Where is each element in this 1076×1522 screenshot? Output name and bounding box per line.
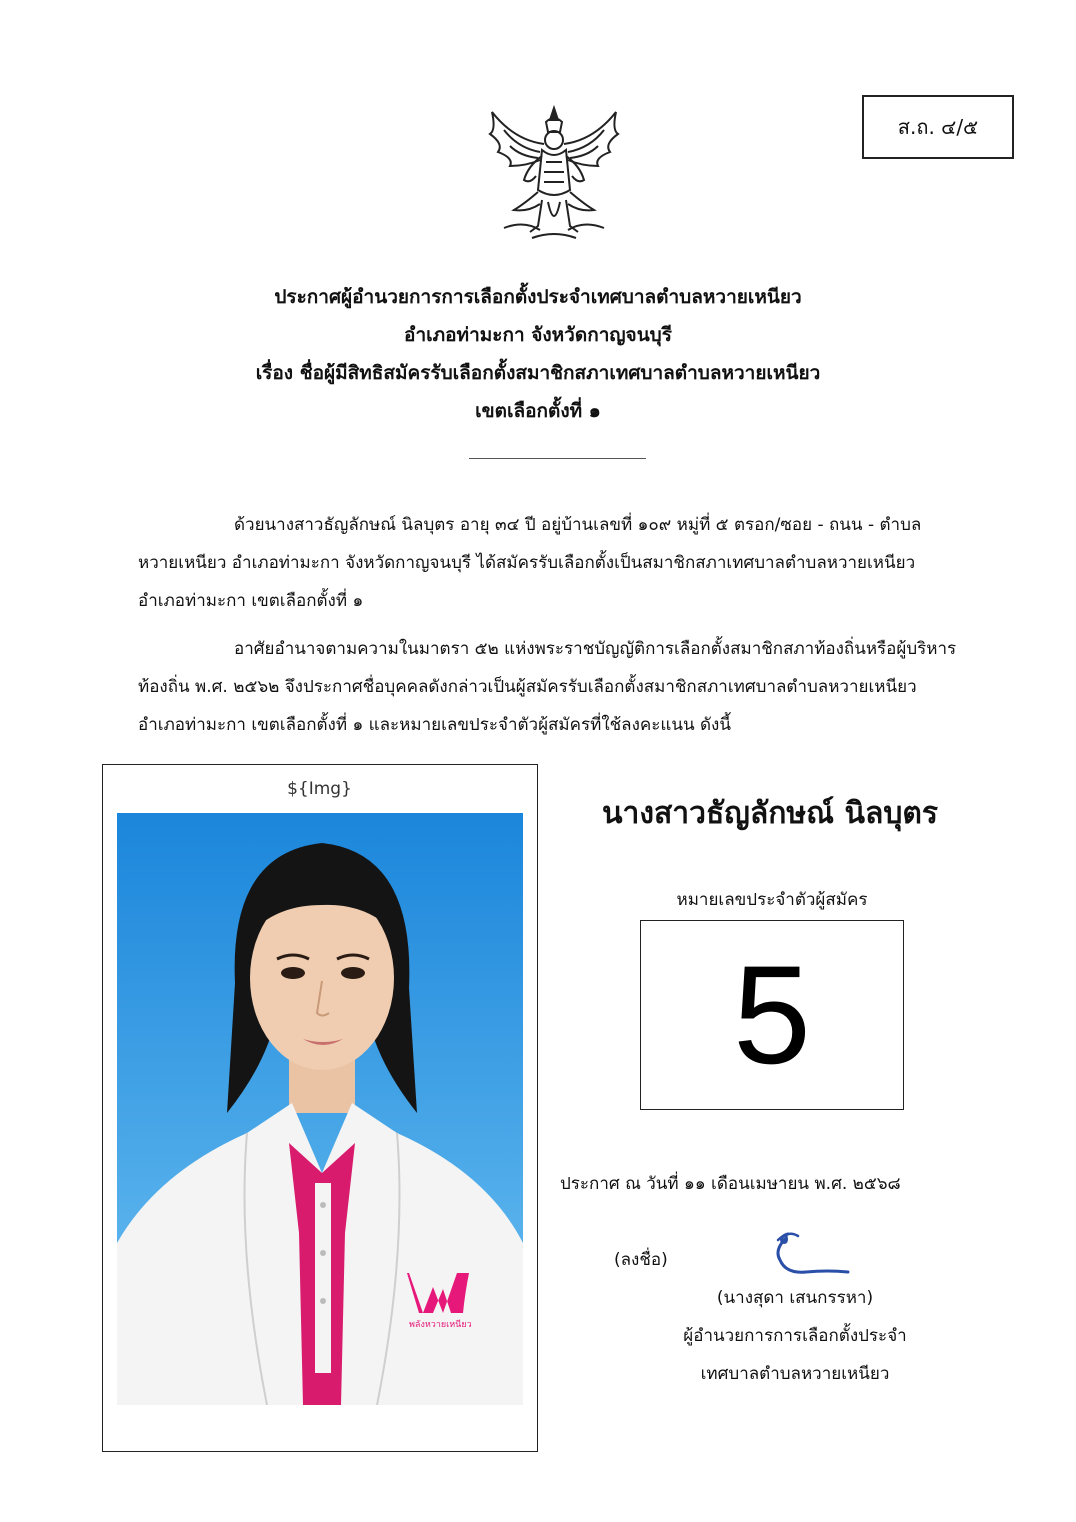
candidate-portrait-illustration <box>117 813 523 1405</box>
signature-label: (ลงชื่อ) <box>614 1250 668 1270</box>
form-code: ส.ถ. ๔/๕ <box>897 115 979 139</box>
para2-line-3: อำเภอท่ามะกา เขตเลือกตั้งที่ ๑ และหมายเลขประจำตัวผู้สมัครที่ใช้ลงคะแนน ดังนี้ <box>138 715 731 735</box>
signer-title-line-2: เทศบาลตำบลหวายเหนียว <box>700 1364 890 1384</box>
candidate-photo-frame <box>102 764 538 1452</box>
heading-line-1: ประกาศผู้อำนวยการการเลือกตั้งประจำเทศบาลตำบลหวายเหนียว <box>274 286 802 308</box>
candidate-number-label: หมายเลขประจำตัวผู้สมัคร <box>676 890 868 910</box>
heading-line-2: อำเภอท่ามะกา จังหวัดกาญจนบุรี <box>404 324 672 346</box>
party-logo-text: พลังหวายเหนียว <box>409 1320 472 1330</box>
garuda-emblem-icon <box>484 100 624 250</box>
announcement-date: ประกาศ ณ วันที่ ๑๑ เดือนเมษายน พ.ศ. ๒๕๖๘ <box>560 1174 901 1194</box>
candidate-name: นางสาวธัญลักษณ์ นิลบุตร <box>601 796 938 831</box>
para1-line-1: ด้วยนางสาวธัญลักษณ์ นิลบุตร อายุ ๓๔ ปี อยู่บ้านเลขที่ ๑๐๙ หมู่ที่ ๕ ตรอก/ซอย - ถนน - ตำบล <box>234 515 922 535</box>
candidate-photo <box>117 813 523 1405</box>
heading-line-3: เรื่อง ชื่อผู้มีสิทธิสมัครรับเลือกตั้งสมาชิกสภาเทศบาลตำบลหวายเหนียว <box>255 362 821 384</box>
image-placeholder-label: ${Img} <box>287 779 352 799</box>
heading-line-4: เขตเลือกตั้งที่ ๑ <box>475 400 601 422</box>
para1-line-2: หวายเหนียว อำเภอท่ามะกา จังหวัดกาญจนบุรี ได้สมัครรับเลือกตั้งเป็นสมาชิกสภาเทศบาลตำบลหวายเหนียว <box>138 553 916 573</box>
signer-name: (นางสุดา เสนกรรหา) <box>716 1288 874 1308</box>
para2-line-1: อาศัยอำนาจตามความในมาตรา ๕๒ แห่งพระราชบัญญัติการเลือกตั้งสมาชิกสภาท้องถิ่นหรือผู้บริหาร <box>234 639 957 659</box>
candidate-number: 5 <box>733 936 811 1093</box>
para1-line-3: อำเภอท่ามะกา เขตเลือกตั้งที่ ๑ <box>138 591 364 611</box>
para2-line-2: ท้องถิ่น พ.ศ. ๒๕๖๒ จึงประกาศชื่อบุคคลดังกล่าวเป็นผู้สมัครรับเลือกตั้งสมาชิกสภาเทศบาลตำบลหวายเหนียว <box>138 677 917 697</box>
signer-title-line-1: ผู้อำนวยการการเลือกตั้งประจำ <box>683 1326 907 1346</box>
heading-divider <box>469 458 646 459</box>
candidate-number-box <box>640 920 904 1110</box>
handwritten-signature <box>766 1226 856 1282</box>
form-code-box <box>862 95 1014 159</box>
